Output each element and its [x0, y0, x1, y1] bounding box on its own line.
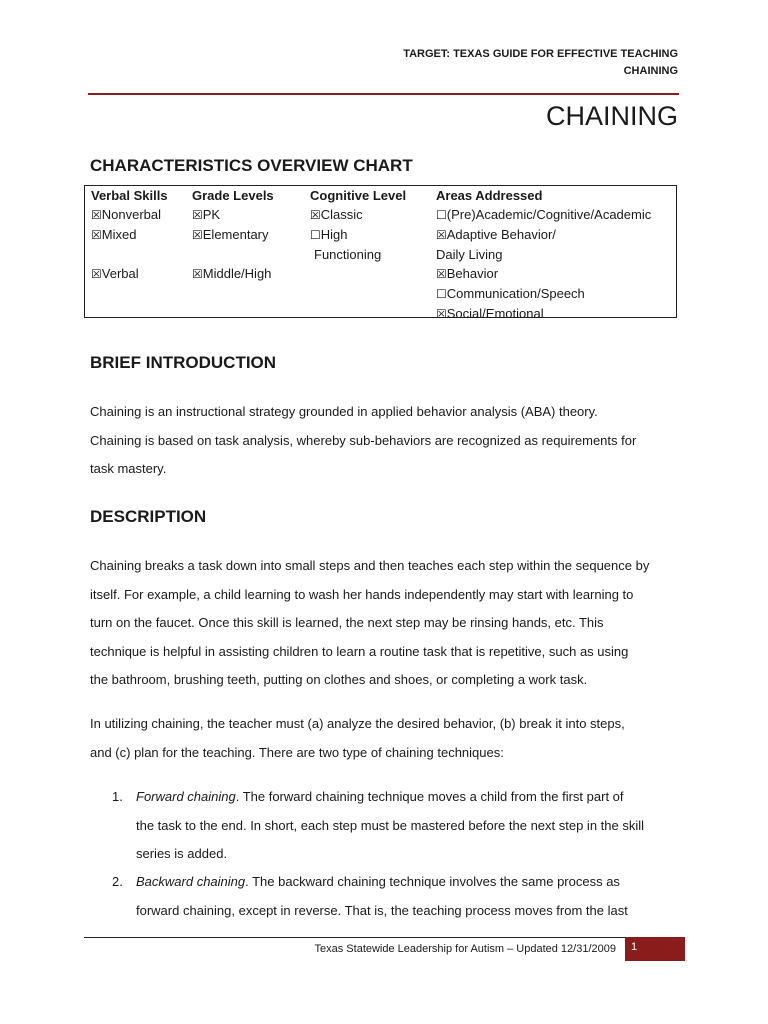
list-term: Forward chaining [136, 789, 236, 804]
checkbox-icon: ☐ [436, 287, 447, 301]
checkbox-icon: ☐ [310, 228, 321, 242]
checkbox-icon: ☒ [91, 267, 102, 281]
description-paragraph-2: In utilizing chaining, the teacher must (a) analyze the desired behavior, (b) break it into steps, and (c) plan for the teaching. There are two type of chaining techniques: [90, 716, 625, 760]
page-number: 1 [625, 937, 685, 961]
list-item-backward-chaining: 2. Backward chaining. The backward chaining technique involves the same process as forward chaining, except in reverse. That is, the teaching process moves from the last [112, 868, 682, 925]
checklist-item: ☒Behavior [436, 266, 499, 281]
checklist-item: ☐Communication/Speech [436, 286, 585, 301]
running-header-line2: CHAINING [623, 65, 678, 77]
checklist-item: ☒Middle/High [192, 266, 272, 281]
footer-divider [84, 937, 684, 938]
checklist-item: ☒Nonverbal [91, 207, 162, 222]
characteristics-chart [84, 185, 677, 321]
list-number: 2. [112, 874, 123, 889]
list-term: Backward chaining [136, 874, 246, 889]
checkbox-icon: ☒ [436, 307, 447, 321]
page-title: CHAINING [545, 101, 678, 131]
column-header: Grade Levels [192, 188, 274, 203]
running-header-line1: TARGET: TEXAS GUIDE FOR EFFECTIVE TEACHING [403, 48, 678, 60]
checklist-item: ☒PK [192, 207, 221, 222]
checklist-item-continuation: Daily Living [436, 247, 503, 262]
checkbox-icon: ☒ [192, 267, 203, 281]
column-areas-addressed [436, 186, 651, 324]
checkbox-icon: ☒ [91, 228, 102, 242]
checklist-item: ☐(Pre)Academic/Cognitive/Academic [436, 207, 652, 222]
column-header: Areas Addressed [436, 188, 543, 203]
column-verbal-skills [91, 186, 168, 284]
checkbox-icon: ☒ [436, 228, 447, 242]
checklist-item: ☐High [310, 227, 348, 242]
running-header [403, 46, 678, 80]
checklist-item: ☒Social/Emotional [436, 306, 544, 321]
list-number: 1. [112, 789, 123, 804]
checklist-item: ☒Adaptive Behavior/ [436, 227, 556, 242]
intro-heading: BRIEF INTRODUCTION [90, 353, 277, 372]
checkbox-icon: ☒ [192, 228, 203, 242]
list-item-forward-chaining: 1. Forward chaining. The forward chaining technique moves a child from the first part of the task to the end. In short, each step must be mastered before the next step in the skill series is added. [112, 783, 682, 869]
checkbox-icon: ☒ [310, 208, 321, 222]
description-paragraph-1: Chaining breaks a task down into small steps and then teaches each step within the sequence by itself. For example, a child learning to wash her hands independently may start with learning to turn on the faucet. Once this skill is learned, the next step may be rinsing hands, etc. This technique is helpful in assisting children to learn a routine task that is repetitive, such as using the bathroom, brushing teeth, putting on clothes and shoes, or completing a work task. [90, 558, 650, 687]
header-divider [88, 93, 679, 95]
intro-paragraph: Chaining is an instructional strategy grounded in applied behavior analysis (ABA) theory. Chaining is based on task analysis, whereby sub-behaviors are recognized as requirements for task mastery. [90, 404, 637, 476]
description-heading: DESCRIPTION [90, 507, 207, 526]
column-cognitive-level [310, 186, 406, 264]
checklist-item: ☒Mixed [91, 227, 137, 242]
checklist-item: ☒Elementary [192, 227, 269, 242]
overview-heading: CHARACTERISTICS OVERVIEW CHART [90, 156, 413, 175]
column-grade-levels [192, 186, 274, 284]
checkbox-icon: ☐ [436, 208, 447, 222]
checkbox-icon: ☒ [192, 208, 203, 222]
column-header: Cognitive Level [310, 188, 407, 203]
footer-text: Texas Statewide Leadership for Autism – Updated 12/31/2009 [314, 943, 616, 955]
checklist-item: ☒Verbal [91, 266, 139, 281]
checklist-item: ☒Classic [310, 207, 363, 222]
column-header: Verbal Skills [91, 188, 168, 203]
checkbox-icon: ☒ [91, 208, 102, 222]
checklist-item-continuation: Functioning [314, 247, 382, 262]
checkbox-icon: ☒ [436, 267, 447, 281]
